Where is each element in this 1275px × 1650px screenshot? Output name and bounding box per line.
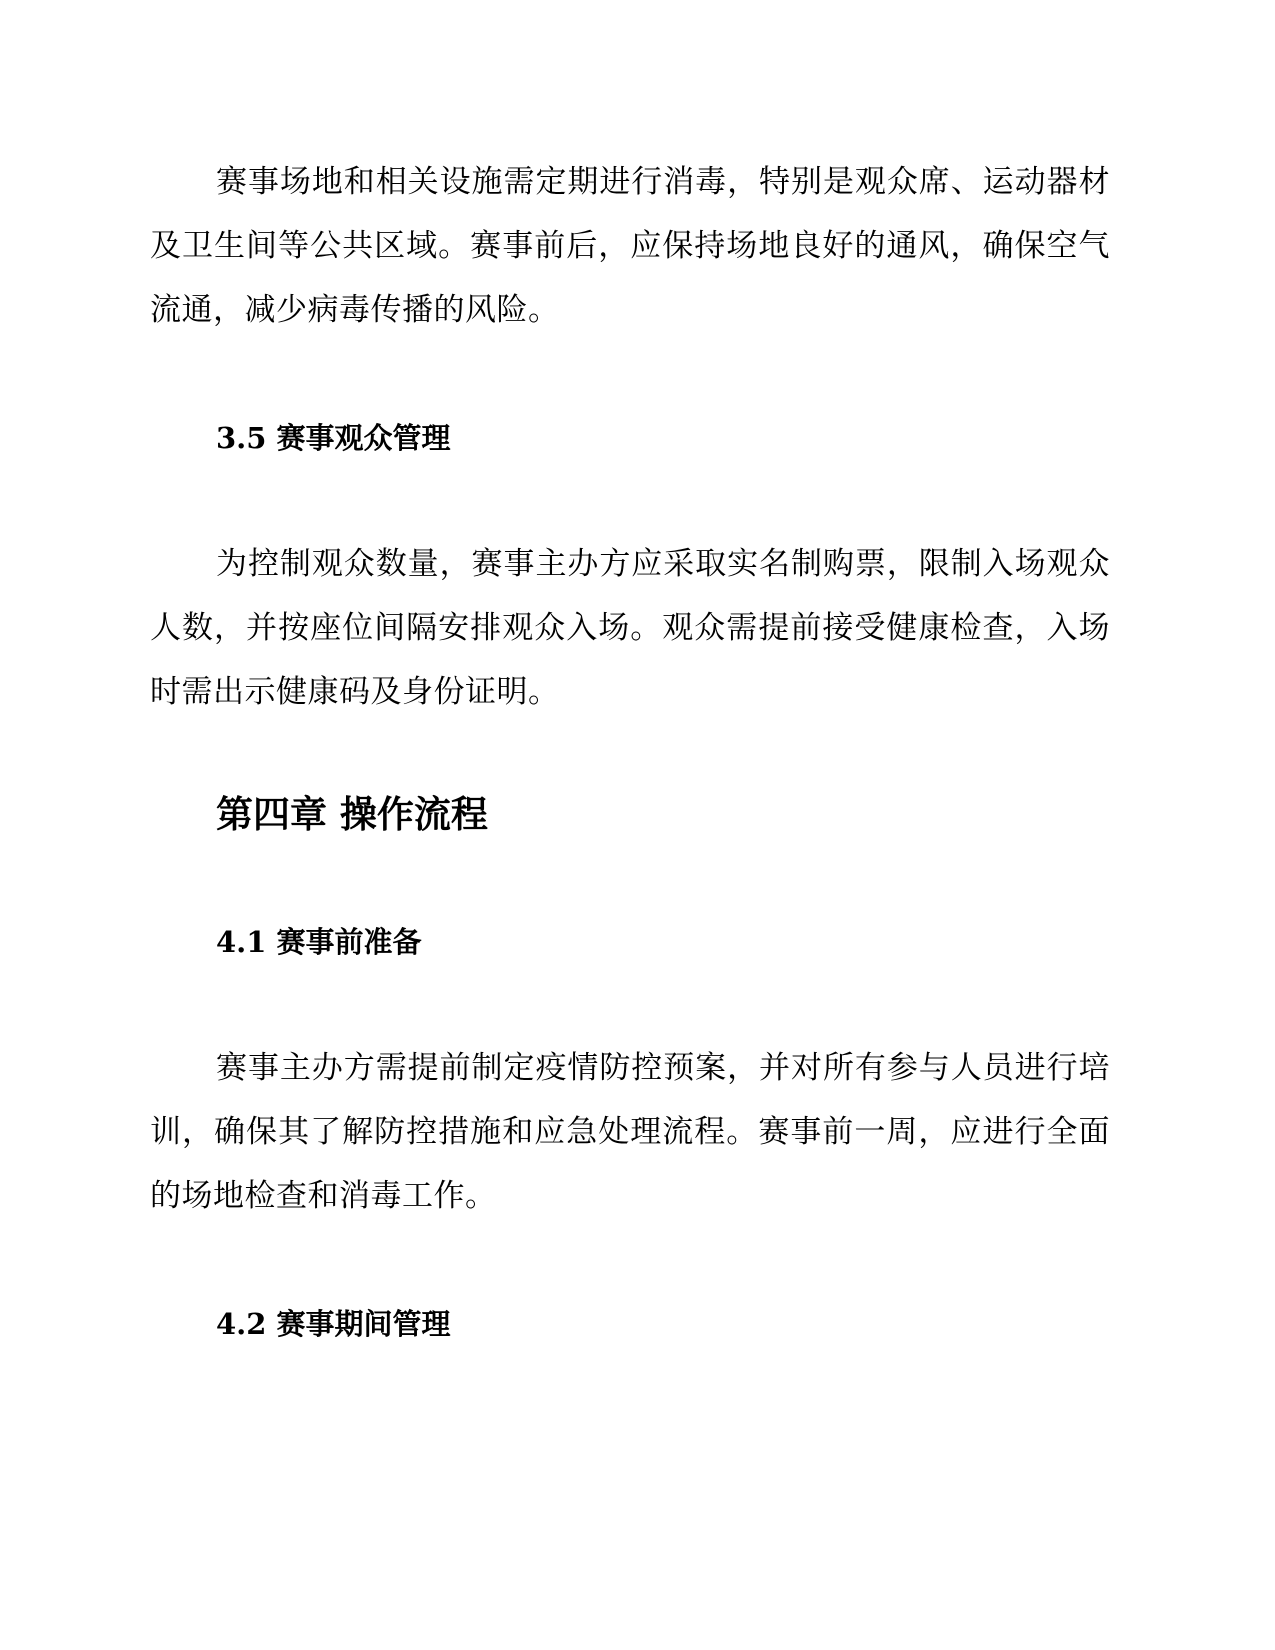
paragraph-pre-event-preparation: 赛事主办方需提前制定疫情防控预案，并对所有参与人员进行培训，确保其了解防控措施和应急处理流程。赛事前一周，应进行全面的场地检查和消毒工作。 <box>150 1050 1110 1214</box>
section-heading-3-5: 3.5 赛事观众管理 <box>216 421 451 455</box>
paragraph-audience-management: 为控制观众数量，赛事主办方应采取实名制购票，限制入场观众人数，并按座位间隔安排观众入场。观众需提前接受健康检查，入场时需出示健康码及身份证明。 <box>150 546 1110 710</box>
paragraph-venue-disinfection: 赛事场地和相关设施需定期进行消毒，特别是观众席、运动器材及卫生间等公共区域。赛事前后，应保持场地良好的通风，确保空气流通，减少病毒传播的风险。 <box>150 164 1110 328</box>
chapter-heading-4: 第四章 操作流程 <box>216 792 488 836</box>
section-heading-4-2: 4.2 赛事期间管理 <box>216 1307 451 1341</box>
section-heading-4-1: 4.1 赛事前准备 <box>216 925 422 959</box>
